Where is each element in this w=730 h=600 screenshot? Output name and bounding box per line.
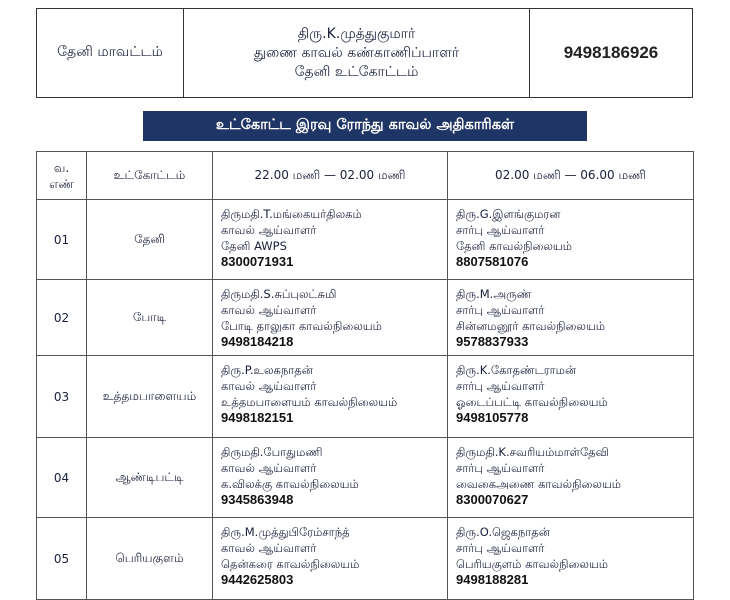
dsp-rank: துணை காவல் கண்காணிப்பாளர் bbox=[253, 44, 460, 61]
shift2-officer-cell bbox=[448, 356, 694, 438]
officer-rank: சார்பு ஆய்வாளர் bbox=[456, 223, 545, 237]
row-subdivision: ஆண்டிபட்டி bbox=[87, 438, 213, 518]
officer-station: க.விலக்கு காவல்நிலையம் bbox=[221, 477, 359, 491]
officer-rank: சார்பு ஆய்வாளர் bbox=[456, 461, 545, 475]
dsp-name: திரு.K.முத்துகுமார் bbox=[297, 25, 416, 42]
shift1-officer-cell bbox=[213, 356, 448, 438]
officer-rank: காவல் ஆய்வாளர் bbox=[221, 379, 317, 393]
officer-name: திரு.O.ஜெகநாதன் bbox=[456, 525, 550, 539]
header-shift1: 22.00 மணி — 02.00 மணி bbox=[213, 152, 448, 200]
officer-rank: சார்பு ஆய்வாளர் bbox=[456, 541, 545, 555]
officer-name: திருமதி.போதுமணி bbox=[221, 445, 323, 459]
row-subdivision: பெரியகுளம் bbox=[87, 518, 213, 600]
officer-station: போடி தாலுகா காவல்நிலையம் bbox=[221, 319, 382, 333]
officer-station: தென்கரை காவல்நிலையம் bbox=[221, 557, 360, 571]
officer-rank: சார்பு ஆய்வாளர் bbox=[456, 379, 545, 393]
patrol-officers-table bbox=[36, 151, 694, 600]
shift2-officer-cell bbox=[448, 200, 694, 280]
officer-rank: காவல் ஆய்வாளர் bbox=[221, 461, 317, 475]
officer-station: தேனி AWPS bbox=[221, 239, 287, 253]
row-number: 02 bbox=[37, 280, 87, 356]
officer-station: பெரியகுளம் காவல்நிலையம் bbox=[456, 557, 609, 571]
header-subdivision: உட்கோட்டம் bbox=[87, 152, 213, 200]
officer-phone: 9498105778 bbox=[456, 410, 529, 425]
officer-rank: காவல் ஆய்வாளர் bbox=[221, 541, 317, 555]
row-subdivision: போடி bbox=[87, 280, 213, 356]
officer-station: உத்தமபாளையம் காவல்நிலையம் bbox=[221, 395, 398, 409]
officer-station: தேனி காவல்நிலையம் bbox=[456, 239, 573, 253]
officer-phone: 9578837933 bbox=[456, 334, 529, 349]
row-number: 05 bbox=[37, 518, 87, 600]
row-subdivision: தேனி bbox=[87, 200, 213, 280]
officer-name: திரு.G.இளங்குமரன bbox=[456, 207, 561, 221]
shift1-officer-cell bbox=[213, 280, 448, 356]
row-number: 04 bbox=[37, 438, 87, 518]
officer-phone: 9442625803 bbox=[221, 572, 294, 587]
row-subdivision: உத்தமபாளையம் bbox=[87, 356, 213, 438]
officer-name: திரு.K.கோதண்டராமன் bbox=[456, 363, 577, 377]
officer-rank: காவல் ஆய்வாளர் bbox=[221, 303, 317, 317]
table-row bbox=[37, 438, 694, 518]
officer-phone: 9498182151 bbox=[221, 410, 294, 425]
district-header-box bbox=[36, 8, 693, 98]
officer-name: திரு.P.உலகநாதன் bbox=[221, 363, 313, 377]
shift1-officer-cell bbox=[213, 518, 448, 600]
officer-name: திருமதி.K.சவரியம்மாள்தேவி bbox=[456, 445, 609, 459]
officer-rank: காவல் ஆய்வாளர் bbox=[221, 223, 317, 237]
officer-phone: 8807581076 bbox=[456, 254, 529, 269]
officer-phone: 8300070627 bbox=[456, 492, 529, 507]
shift1-officer-cell bbox=[213, 200, 448, 280]
header-shift2: 02.00 மணி — 06.00 மணி bbox=[448, 152, 694, 200]
officer-station: ஓடைப்பட்டி காவல்நிலையம் bbox=[456, 395, 608, 409]
table-row bbox=[37, 280, 694, 356]
dsp-subdivision: தேனி உட்கோட்டம் bbox=[294, 63, 419, 80]
shift2-officer-cell bbox=[448, 438, 694, 518]
officer-station: வைகைஅணை காவல்நிலையம் bbox=[456, 477, 622, 491]
officer-phone: 9498188281 bbox=[456, 572, 529, 587]
table-header-row bbox=[37, 152, 694, 200]
district-name: தேனி மாவட்டம் bbox=[37, 9, 184, 97]
shift1-officer-cell bbox=[213, 438, 448, 518]
officer-station: சின்னமனூர் காவல்நிலையம் bbox=[456, 319, 606, 333]
dsp-phone: 9498186926 bbox=[563, 43, 659, 62]
row-number: 03 bbox=[37, 356, 87, 438]
officer-rank: சார்பு ஆய்வாளர் bbox=[456, 303, 545, 317]
header-sn: வ. எண் bbox=[37, 152, 87, 200]
officer-name: திரு.M.முத்துபிரேம்சாந்த் bbox=[221, 525, 350, 539]
table-row bbox=[37, 356, 694, 438]
shift2-officer-cell bbox=[448, 280, 694, 356]
officer-phone: 9498184218 bbox=[221, 334, 294, 349]
officer-phone: 9345863948 bbox=[221, 492, 294, 507]
table-row bbox=[37, 518, 694, 600]
table-row bbox=[37, 200, 694, 280]
dsp-officer-block bbox=[184, 9, 530, 97]
shift2-officer-cell bbox=[448, 518, 694, 600]
officer-name: திரு.M.அருண் bbox=[456, 287, 532, 301]
officer-name: திருமதி.T.மங்கையர்திலகம் bbox=[221, 207, 362, 221]
row-number: 01 bbox=[37, 200, 87, 280]
section-banner: உட்கோட்ட இரவு ரோந்து காவல் அதிகாரிகள் bbox=[143, 111, 587, 141]
officer-phone: 8300071931 bbox=[221, 254, 294, 269]
officer-name: திருமதி.S.சுப்புலட்சுமி bbox=[221, 287, 337, 301]
